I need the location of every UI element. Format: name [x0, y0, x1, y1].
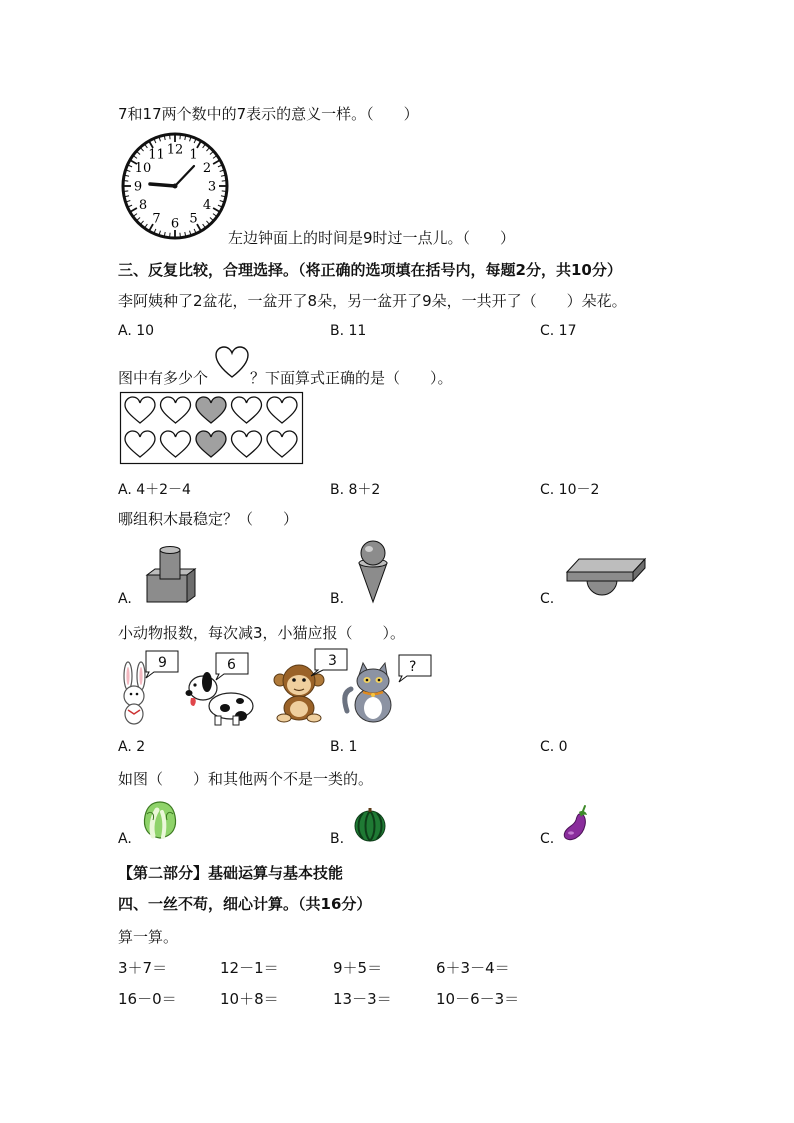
calc-4: 6＋3－4＝: [436, 959, 510, 977]
calc-instruction: 算一算。: [118, 928, 179, 946]
calc-6: 10＋8＝: [220, 990, 279, 1008]
q35-option-c: C.: [540, 831, 555, 847]
clock-number: 5: [189, 211, 198, 227]
clock-figure: [120, 131, 230, 241]
question-3-2-start: 图中有多少个: [118, 369, 209, 387]
question-3-3: 哪组积木最稳定？（ ）: [118, 510, 299, 528]
question-3-1: 李阿姨种了2盆花，一盆开了8朵，另一盆开了9朵，一共开了（ ）朵花。: [118, 292, 627, 310]
calc-1: 3＋7＝: [118, 959, 168, 977]
clock-number: 3: [207, 179, 217, 195]
q31-option-a: A. 10: [118, 323, 155, 339]
calc-8: 10－6－3＝: [436, 990, 520, 1008]
blocks-option-b: [355, 540, 391, 603]
clock-number: 10: [134, 161, 152, 176]
q33-option-c: C.: [540, 591, 555, 607]
heart-icon: [215, 346, 249, 380]
clock-number: 2: [202, 161, 212, 176]
calc-7: 13－3＝: [333, 990, 392, 1008]
blocks-option-a: [145, 545, 197, 603]
watermelon-icon: [353, 808, 387, 842]
bubble-text-2: 6: [227, 657, 236, 673]
eggplant-icon: [562, 806, 590, 842]
tf-question-2: 左边钟面上的时间是9时过一点儿。（ ）: [228, 229, 516, 247]
q33-option-a: A.: [118, 591, 132, 607]
calc-5: 16－0＝: [118, 990, 177, 1008]
q34-option-b: B. 1: [330, 739, 358, 755]
hearts-grid: [120, 392, 304, 464]
q32-option-a: A. 4＋2－4: [118, 482, 191, 498]
question-3-4: 小动物报数，每次减3，小猫应报（ ）。: [118, 624, 406, 642]
clock-number: 1: [189, 147, 198, 163]
q32-option-b: B. 8＋2: [330, 482, 381, 498]
clock-number: 12: [166, 142, 184, 158]
clock-number: 4: [202, 198, 212, 213]
cabbage-icon: [141, 800, 179, 840]
q34-option-a: A. 2: [118, 739, 146, 755]
section-4-heading: 四、一丝不苟，细心计算。（共16分）: [118, 895, 372, 913]
hour-hand: [150, 184, 175, 186]
bubble-text-3: 3: [328, 653, 337, 669]
q31-option-b: B. 11: [330, 323, 367, 339]
part-2-heading: 【第二部分】基础运算与基本技能: [118, 864, 344, 882]
q32-option-c: C. 10－2: [540, 482, 600, 498]
q31-option-c: C. 17: [540, 323, 577, 339]
blocks-option-c: [565, 556, 647, 603]
clock-number: 11: [148, 147, 165, 163]
section-3-heading: 三、反复比较，合理选择。（将正确的选项填在括号内，每题2分，共10分）: [118, 261, 622, 279]
clock-number: 8: [138, 198, 148, 213]
q35-option-a: A.: [118, 831, 132, 847]
q35-option-b: B.: [330, 831, 345, 847]
tf-question-1: 7和17两个数中的7表示的意义一样。（ ）: [118, 105, 419, 123]
q33-option-b: B.: [330, 591, 345, 607]
clock-number: 6: [170, 216, 180, 232]
clock-number: 7: [152, 211, 161, 227]
bubble-text-1: 9: [158, 655, 167, 671]
clock-number: 9: [133, 179, 143, 195]
question-3-5: 如图（ ）和其他两个不是一类的。: [118, 770, 374, 788]
bubble-text-4: ?: [409, 659, 417, 675]
q34-option-c: C. 0: [540, 739, 568, 755]
calc-3: 9＋5＝: [333, 959, 383, 977]
question-3-2-end: ？下面算式正确的是（ ）。: [250, 369, 453, 387]
calc-2: 12－1＝: [220, 959, 279, 977]
